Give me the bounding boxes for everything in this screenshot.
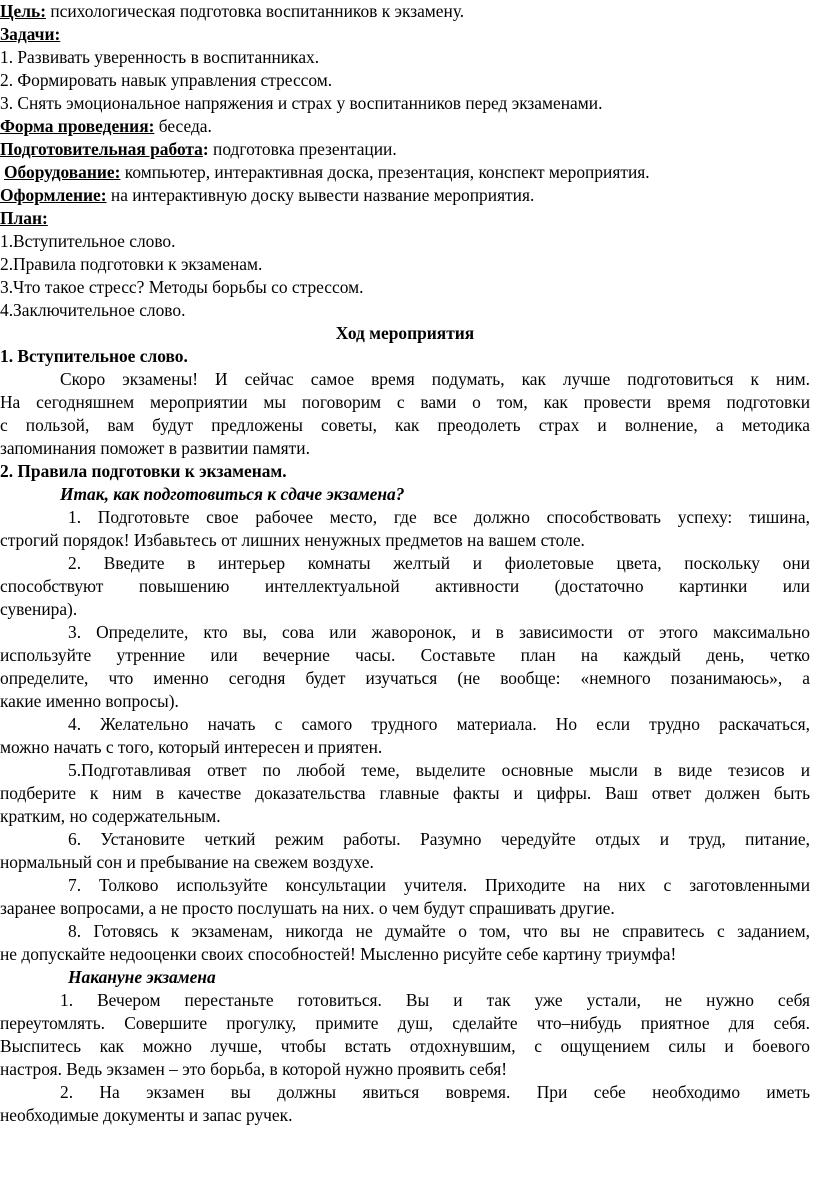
- prep-line: [0, 138, 810, 161]
- form-line: [0, 115, 810, 138]
- body-line: 5.Подготавливая ответ по любой теме, выделите основные мысли в виде тезисов и: [68, 760, 810, 780]
- body-line: нормальный сон и пребывание на свежем воздухе.: [0, 852, 374, 872]
- form-label: Форма проведения:: [0, 116, 155, 136]
- equip-label: Оборудование:: [4, 162, 121, 182]
- goal-line: [0, 0, 810, 23]
- body-line: Скоро экзамены! И сейчас самое время подумать, как лучше подготовиться к ним.: [60, 369, 810, 389]
- body-line: 1. Подготовьте свое рабочее место, где все должно способствовать успеху: тишина,: [68, 507, 810, 527]
- body-line: используйте утренние или вечерние часы. Составьте план на каждый день, четко: [0, 645, 810, 665]
- body-line: подберите к ним в качестве доказательства главные факты и цифры. Ваш ответ должен быть: [0, 783, 810, 803]
- body-line: способствуют повышению интеллектуальной активности (достаточно картинки или: [0, 576, 810, 596]
- body-line: 7. Толково используйте консультации учителя. Приходите на них с заготовленными: [68, 875, 810, 895]
- body-line: 4. Желательно начать с самого трудного материала. Но если трудно раскачаться,: [68, 714, 810, 734]
- section-2-subheading: Итак, как подготовиться к сдаче экзамена?: [60, 484, 405, 504]
- plan-label: [0, 207, 810, 230]
- course-title: Ход мероприятия: [335, 323, 475, 343]
- equip-text: компьютер, интерактивная доска, презентация, конспект мероприятия.: [120, 162, 650, 182]
- form-text: беседа.: [154, 116, 212, 136]
- body-line: На сегодняшнем мероприятии мы поговорим с вами о том, как провести время подготовки: [0, 392, 810, 412]
- plan-item: 1.Вступительное слово.: [0, 231, 176, 251]
- body-line: можно начать с того, который интересен и приятен.: [0, 737, 383, 757]
- plan-item: 3.Что такое стресс? Методы борьбы со стрессом.: [0, 277, 364, 297]
- body-line: сувенира).: [0, 599, 78, 619]
- body-line: какие именно вопросы).: [0, 691, 179, 711]
- design-text: на интерактивную доску вывести название мероприятия.: [106, 185, 535, 205]
- prep-label: Подготовительная работа: [0, 139, 203, 159]
- body-line: 3. Определите, кто вы, сова или жаворонок, и в зависимости от этого максимально: [68, 622, 810, 642]
- prep-colon: :: [202, 139, 209, 159]
- prep-text: подготовка презентации.: [208, 139, 397, 159]
- tasks-label: [0, 23, 810, 46]
- body-line: 2. Введите в интерьер комнаты желтый и фиолетовые цвета, поскольку они: [68, 553, 810, 573]
- body-line: 8. Готовясь к экзаменам, никогда не думайте о том, что вы не справитесь с заданием,: [68, 921, 810, 941]
- body-line: 6. Установите четкий режим работы. Разумно чередуйте отдых и труд, питание,: [68, 829, 810, 849]
- body-line: с пользой, вам будут предложены советы, как преодолеть страх и волнение, а методика: [0, 415, 810, 435]
- design-line: [0, 184, 810, 207]
- body-line: запоминания поможет в развитии памяти.: [0, 438, 310, 458]
- equip-line: [4, 161, 810, 184]
- task-item: 3. Снять эмоциональное напряжения и страх у воспитанников перед экзаменами.: [0, 93, 603, 113]
- body-line: кратким, но содержательным.: [0, 806, 221, 826]
- tasks-label-text: Задачи:: [0, 24, 61, 44]
- plan-item: 4.Заключительное слово.: [0, 300, 186, 320]
- task-item: 1. Развивать уверенность в воспитанниках.: [0, 47, 320, 67]
- body-line: заранее вопросами, а не просто послушать на них. о чем будут спрашивать другие.: [0, 898, 615, 918]
- body-line: 1. Вечером перестаньте готовиться. Вы и так уже устали, не нужно себя: [60, 990, 810, 1010]
- section-2-heading: 2. Правила подготовки к экзаменам.: [0, 461, 287, 481]
- task-item: 2. Формировать навык управления стрессом.: [0, 70, 333, 90]
- body-line: Выспитесь как можно лучше, чтобы встать отдохнувшим, с ощущением силы и боевого: [0, 1036, 810, 1056]
- body-line: строгий порядок! Избавьтесь от лишних ненужных предметов на вашем столе.: [0, 530, 585, 550]
- section-1-heading: 1. Вступительное слово.: [0, 346, 188, 366]
- body-line: 2. На экзамен вы должны явиться вовремя. При себе необходимо иметь: [60, 1082, 810, 1102]
- plan-label-text: План:: [0, 208, 48, 228]
- body-line: переутомлять. Совершите прогулку, примите душ, сделайте что–нибудь приятное для себя.: [0, 1013, 810, 1033]
- goal-label: Цель:: [0, 1, 46, 21]
- body-line: необходимые документы и запас ручек.: [0, 1105, 293, 1125]
- eve-heading: Накануне экзамена: [68, 967, 216, 987]
- design-label: Оформление:: [0, 185, 107, 205]
- goal-text: психологическая подготовка воспитанников к экзамену.: [46, 1, 465, 21]
- body-line: настроя. Ведь экзамен – это борьба, в которой нужно проявить себя!: [0, 1059, 507, 1079]
- plan-item: 2.Правила подготовки к экзаменам.: [0, 254, 263, 274]
- body-line: определите, что именно сегодня будет изучаться (не вообще: «немного позанимаюсь», а: [0, 668, 810, 688]
- body-line: не допускайте недооценки своих способностей! Мысленно рисуйте себе картину триумфа!: [0, 944, 677, 964]
